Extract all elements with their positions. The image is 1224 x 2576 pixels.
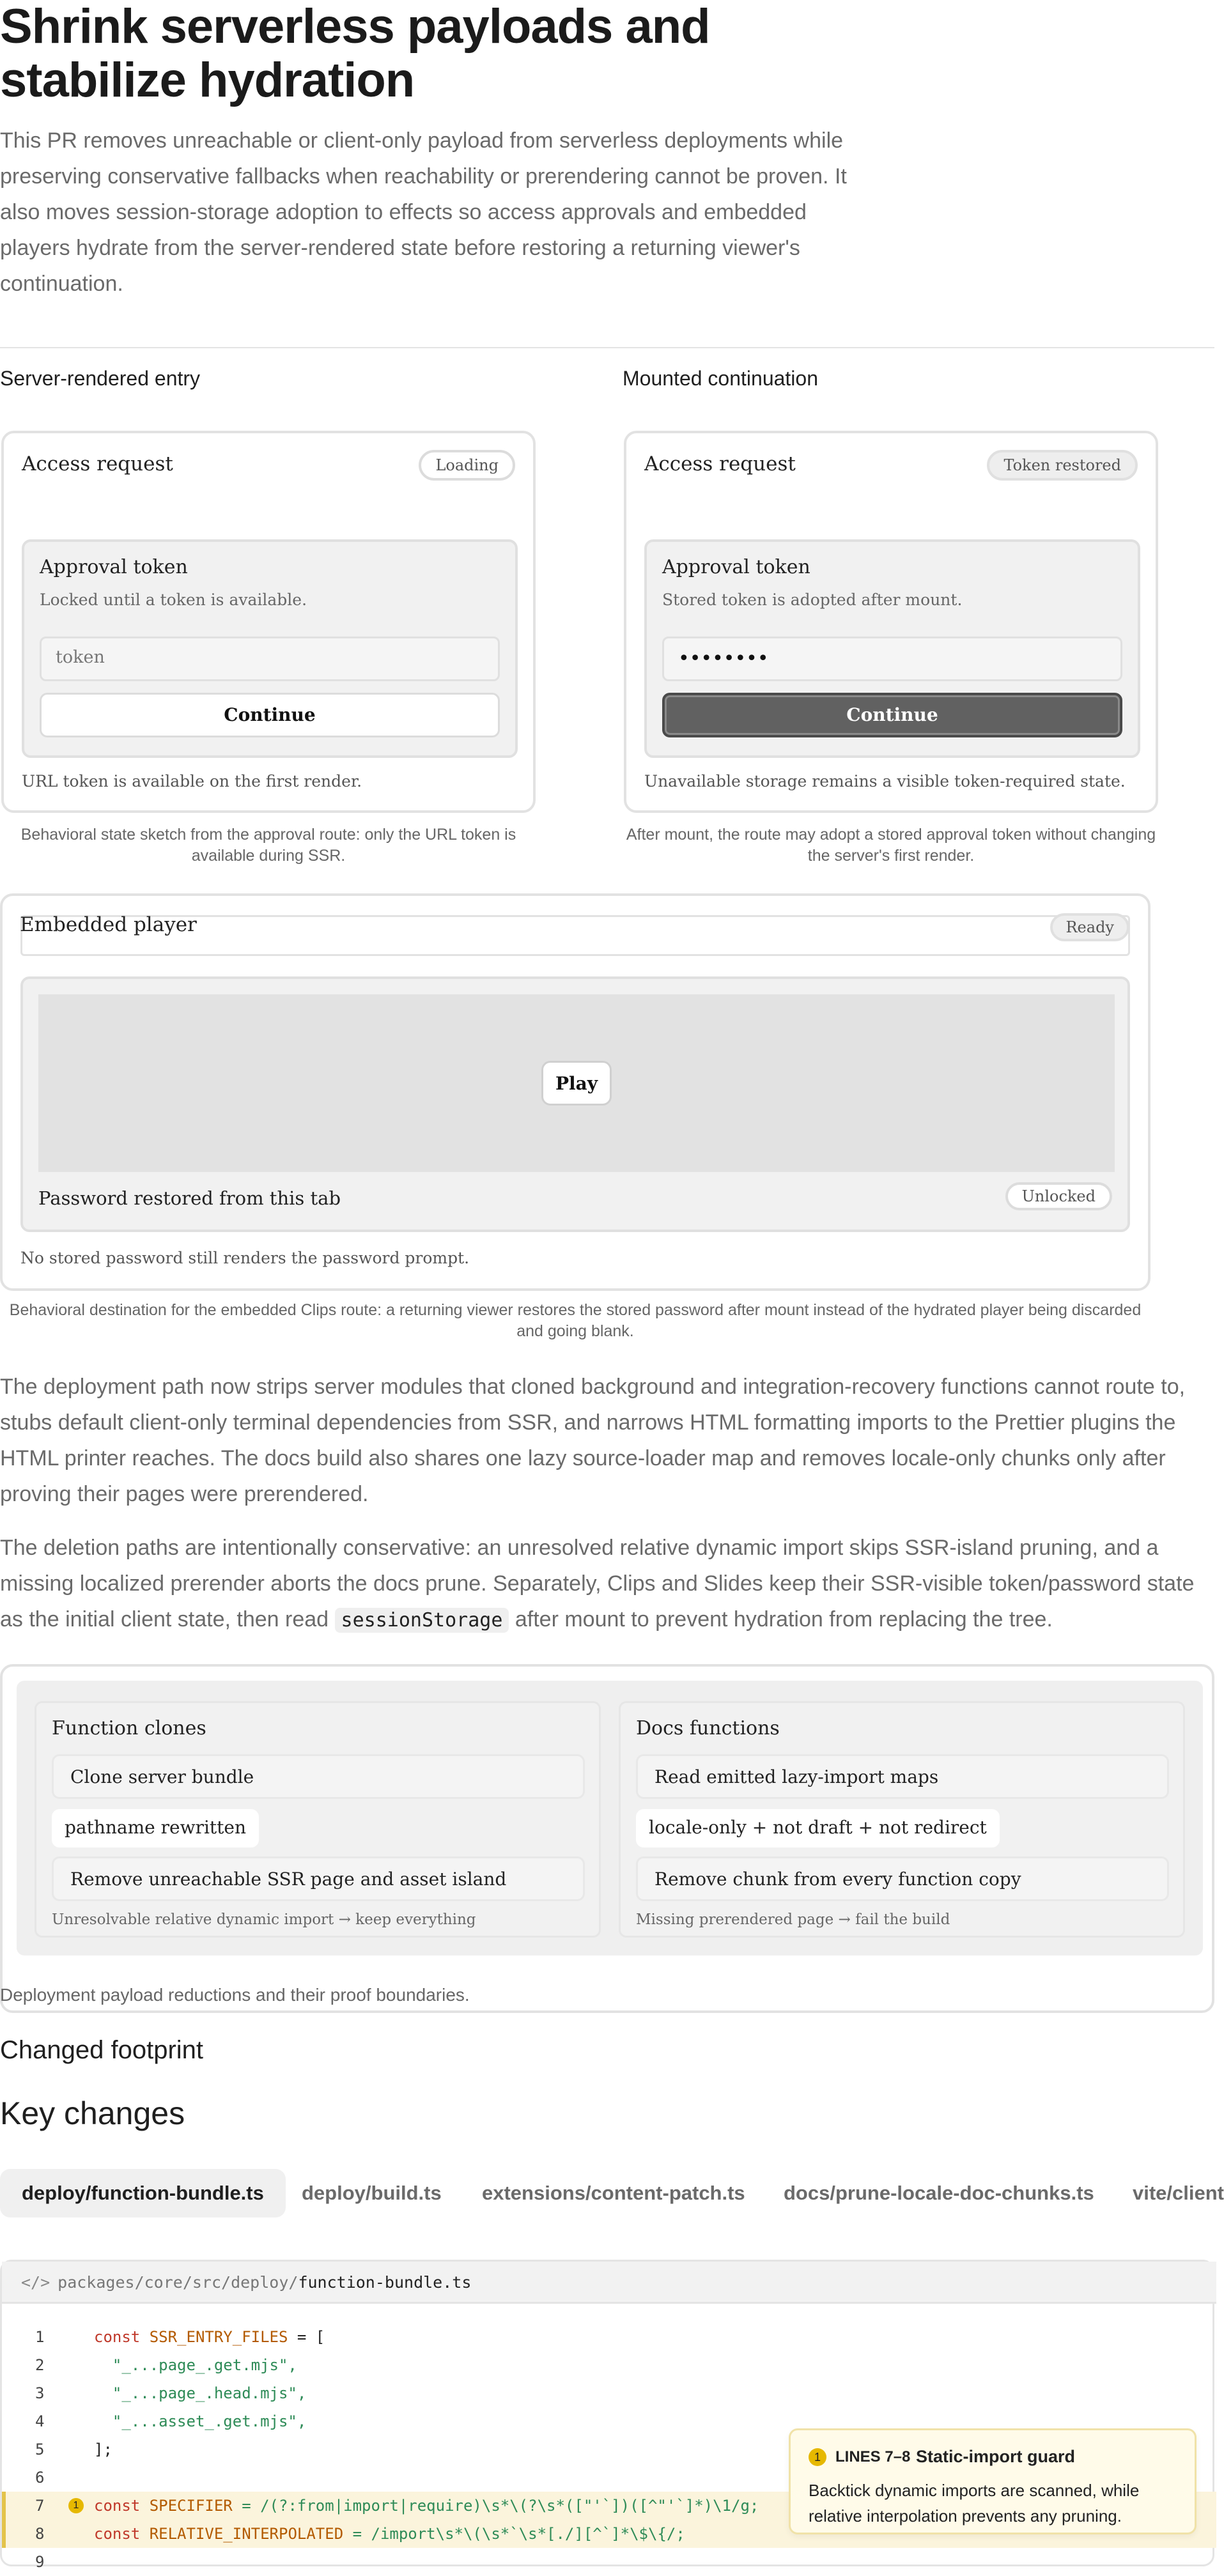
card-title: Access request — [22, 452, 173, 475]
approval-token-subtitle: Locked until a token is available. — [40, 590, 307, 609]
approval-token-panel — [22, 539, 518, 758]
ssr-caption: Behavioral state sketch from the approval route: only the URL token is available during SSR. — [20, 826, 516, 865]
flow-step: Clone server bundle — [52, 1754, 585, 1799]
function-clones-column — [35, 1701, 601, 1938]
unlocked-badge: Unlocked — [1005, 1182, 1112, 1210]
card-note: Unavailable storage remains a visible token-required state. — [644, 772, 1126, 791]
annotation-title: Static-import guard — [916, 2447, 1076, 2466]
divider — [0, 347, 1214, 348]
mounted-caption: After mount, the route may adopt a stored approval token without changing the server's first render. — [626, 826, 1156, 865]
annotation-marker[interactable]: 1 — [68, 2498, 84, 2513]
deployment-flow-figure — [0, 1664, 1214, 2013]
code-line — [2, 2351, 1216, 2379]
docs-functions-column — [619, 1701, 1185, 1938]
flow-chip: locale-only + not draft + not redirect — [636, 1809, 1000, 1847]
line-number: 9 — [35, 2553, 45, 2571]
changed-footprint-heading: Changed footprint — [0, 2036, 204, 2064]
key-changes-heading: Key changes — [0, 2095, 185, 2131]
file-name: function-bundle.ts — [298, 2273, 472, 2292]
status-badge: Loading — [419, 450, 515, 481]
player-panel — [20, 976, 1130, 1232]
para2-text-a: The deletion paths are intentionally conservative: an unresolved relative dynamic import skips SSR-island pruning, and a missing localized prerender aborts the docs prune. Separately, Clips and Slides keep their SSR-visible token/password state as the initial client state, then read — [0, 1536, 1195, 1631]
play-button[interactable]: Play — [541, 1061, 612, 1106]
flow-panel — [17, 1681, 1203, 1955]
card-title: Access request — [644, 452, 796, 475]
flow-chip: pathname rewritten — [52, 1809, 259, 1847]
body-paragraph-2 — [0, 1530, 1214, 1639]
annotation-callout — [789, 2428, 1197, 2534]
line-number: 5 — [35, 2441, 45, 2458]
body-paragraph-1: The deployment path now strips server modules that cloned background and integration-recovery functions cannot route to, stubs default client-only terminal dependencies from SSR, and narrows HTML formatting imports to the Prettier plugins the HTML printer reaches. The docs build also shares one lazy source-loader map and removes locale-only chunks only after proving their pages were prerendered. — [0, 1375, 1186, 1506]
code-text: "_...asset_.get.mjs", — [94, 2412, 307, 2430]
lead-paragraph: This PR removes unreachable or client-only payload from serverless deployments while preserving conservative fallbacks when reachability or prerendering cannot be proven. It also moves session-storage adoption to effects so access approvals and embedded players hydrate from the server-rendered state before restoring a returning viewer's continuation. — [0, 128, 847, 296]
code-text: const RELATIVE_INTERPOLATED = /import\s*\(\s*`\s*[./][^`]*\$\{/; — [94, 2525, 685, 2543]
flow-footnote: Unresolvable relative dynamic import → keep everything — [52, 1911, 476, 1928]
player-caption: Behavioral destination for the embedded Clips route: a returning viewer restores the stored password after mount instead of the hydrated player being discarded and going blank. — [9, 1301, 1142, 1340]
video-area[interactable] — [38, 994, 1115, 1172]
flow-step: Read emitted lazy-import maps — [636, 1754, 1169, 1799]
continue-button[interactable]: Continue — [40, 693, 500, 737]
card-note: URL token is available on the first render. — [22, 772, 362, 791]
tab-prune-locale[interactable]: docs/prune-locale-doc-chunks.ts — [784, 2182, 1094, 2204]
annotation-range: LINES 7–8 — [835, 2448, 911, 2465]
code-line — [2, 2323, 1216, 2351]
continue-button[interactable]: Continue — [662, 693, 1122, 737]
status-badge: Token restored — [987, 450, 1138, 481]
docs-functions-title: Docs functions — [636, 1717, 780, 1739]
flow-caption: Deployment payload reductions and their proof boundaries. — [0, 1985, 470, 2005]
approval-token-subtitle: Stored token is adopted after mount. — [662, 590, 963, 609]
line-number: 4 — [35, 2412, 45, 2430]
line-number: 2 — [35, 2356, 45, 2374]
approval-token-title: Approval token — [40, 556, 188, 578]
code-text: const SSR_ENTRY_FILES = [ — [94, 2328, 325, 2346]
flow-footnote: Missing prerendered page → fail the build — [636, 1911, 950, 1928]
line-number: 8 — [35, 2525, 45, 2543]
mounted-continuation-title: Mounted continuation — [623, 367, 818, 390]
line-number: 1 — [35, 2328, 45, 2346]
player-title: Embedded player — [20, 913, 197, 936]
approval-token-title: Approval token — [662, 556, 810, 578]
line-number: 3 — [35, 2384, 45, 2402]
password-status: Password restored from this tab — [38, 1187, 341, 1209]
embedded-player-card — [0, 893, 1150, 1291]
flow-step: Remove chunk from every function copy — [636, 1856, 1169, 1901]
annotation-badge: 1 — [809, 2448, 826, 2466]
flow-step: Remove unreachable SSR page and asset island — [52, 1856, 585, 1901]
code-line — [2, 2379, 1216, 2407]
code-text: ]; — [94, 2441, 112, 2458]
tab-content-patch[interactable]: extensions/content-patch.ts — [482, 2182, 745, 2204]
annotation-body: Backtick dynamic imports are scanned, while relative interpolation prevents any pruning. — [809, 2481, 1140, 2526]
code-text: "_...page_.head.mjs", — [94, 2384, 307, 2402]
access-request-card-ssr — [1, 431, 536, 813]
code-text: "_...page_.get.mjs", — [94, 2356, 297, 2374]
code-text: const SPECIFIER = /(?:from|import|require)\s*\(?\s*(["'`])([^"'`]*)\1/g; — [94, 2497, 759, 2515]
code-file-path — [2, 2262, 1216, 2304]
function-clones-title: Function clones — [52, 1717, 206, 1739]
ready-badge: Ready — [1050, 913, 1129, 941]
session-storage-code: sessionStorage — [335, 1608, 509, 1633]
tab-function-bundle[interactable]: deploy/function-bundle.ts — [0, 2169, 286, 2217]
access-request-card-mounted — [624, 431, 1158, 813]
token-input[interactable]: token — [40, 636, 500, 681]
line-number: 6 — [35, 2469, 45, 2487]
player-note: No stored password still renders the password prompt. — [20, 1249, 470, 1267]
path-prefix: packages/core/src/deploy/ — [58, 2273, 298, 2292]
page-title: Shrink serverless payloads and stabilize hydration — [0, 0, 710, 107]
approval-token-panel — [644, 539, 1140, 758]
tab-vite-client[interactable]: vite/client — [1133, 2182, 1224, 2204]
code-line — [2, 2548, 1216, 2576]
para2-text-b: after mount to prevent hydration from replacing the tree. — [509, 1607, 1053, 1631]
player-title-bar — [20, 915, 1130, 956]
token-input[interactable]: •••••••• — [662, 636, 1122, 681]
code-icon: </> — [21, 2273, 50, 2292]
server-rendered-title: Server-rendered entry — [0, 367, 201, 390]
line-number: 7 — [35, 2497, 45, 2515]
tab-deploy-build[interactable]: deploy/build.ts — [302, 2182, 442, 2204]
